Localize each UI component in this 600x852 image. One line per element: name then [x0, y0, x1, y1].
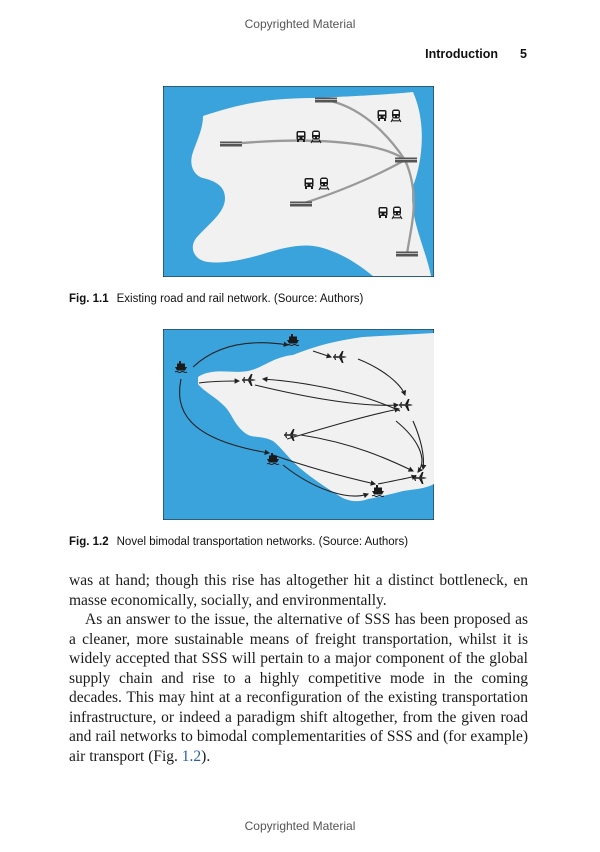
paragraph-end: ). — [201, 747, 211, 765]
figure-label: Fig. 1.2 — [69, 536, 109, 548]
figure-caption — [69, 536, 408, 548]
chapter-title: Introduction — [425, 47, 499, 61]
bimodal-map — [163, 329, 434, 520]
figure-road-rail-network — [163, 86, 434, 277]
rail-track-icon — [220, 142, 242, 147]
figure-reference-link[interactable]: 1.2 — [181, 747, 202, 765]
copyright-notice-top: Copyrighted Material — [244, 17, 356, 31]
body-text — [69, 571, 528, 766]
rail-track-icon — [396, 252, 418, 257]
road-rail-map — [163, 86, 434, 277]
figure-caption-text: Novel bimodal transportation networks. (Source: Authors) — [116, 536, 409, 548]
rail-track-icon — [395, 158, 417, 163]
figure-bimodal-network — [163, 329, 434, 520]
running-head — [425, 47, 527, 61]
rail-track-icon — [290, 202, 312, 207]
figure-caption-text: Existing road and rail network. (Source: Authors) — [116, 293, 364, 305]
figure-caption — [69, 293, 363, 305]
copyright-notice-bottom: Copyrighted Material — [244, 819, 356, 833]
rail-track-icon — [315, 98, 337, 103]
paragraph: was at hand; though this rise has altogether hit a distinct bottleneck, en masse economically, socially, and environmentally. — [69, 572, 528, 609]
paragraph-text: As an answer to the issue, the alternative of SSS has been proposed as a cleaner, more sustainable means of freight transportation, whilst it is widely accepted that SSS will pertain to a major component of the global supply chain and rise to a highly competitive mode in the coming decades. This may hint at a reconfiguration of the existing transportation infrastructure, or indeed a paradigm shift altogether, from the given road and rail networks to bimodal complementarities of SSS and (for example) air transport (Fig. — [69, 611, 528, 765]
paragraph — [69, 610, 528, 766]
figure-label: Fig. 1.1 — [69, 293, 109, 305]
page-number: 5 — [520, 47, 527, 61]
